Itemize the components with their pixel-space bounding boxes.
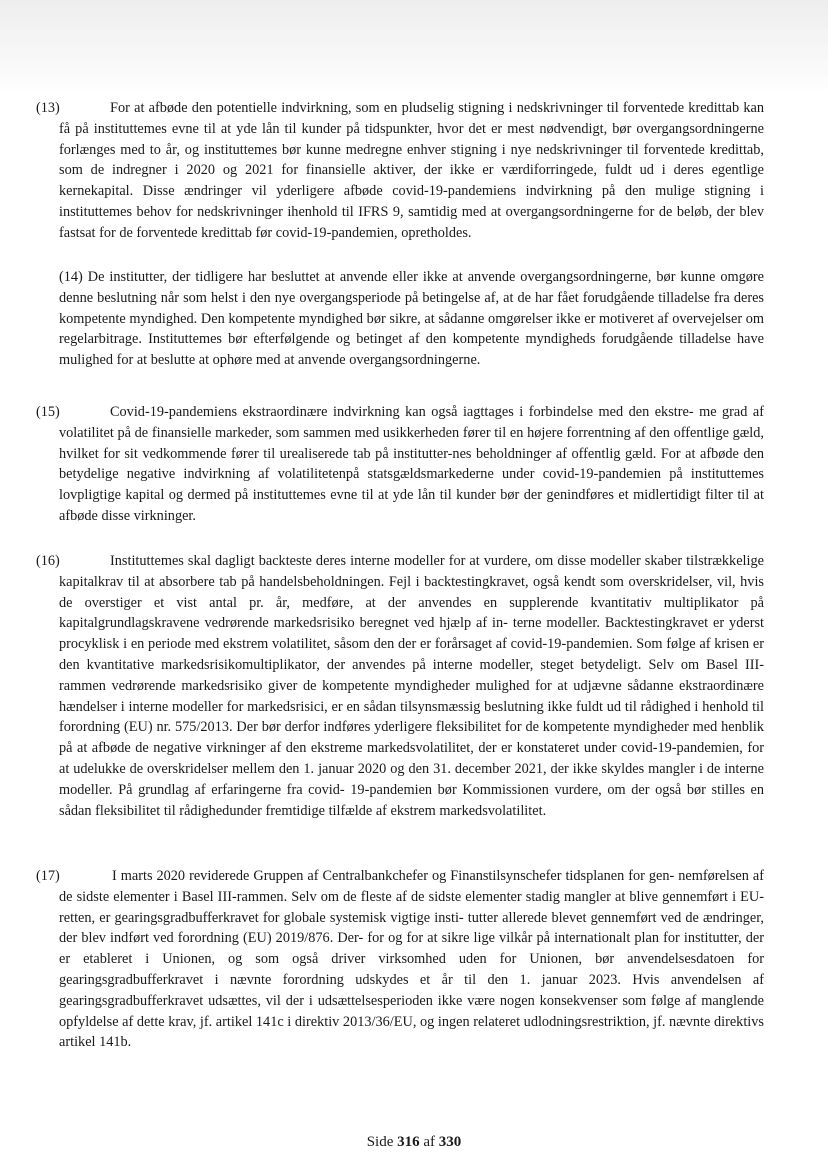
paragraph-number: (16)	[36, 553, 60, 569]
paragraph-number: (17)	[36, 868, 60, 884]
paragraph-14	[59, 267, 764, 371]
paragraph-text: I marts 2020 reviderede Gruppen af Centralbankchefer og Finanstilsynschefer tidsplanen for gen- nemførelsen af de sidste elementer i Basel III-rammen. Selv om de fleste af de sidste elementer stadig mangler at blive gennemført i EU-retten, er gearingsgradbufferkravet for globale systemisk vigtige insti- tutter allerede blevet gennemført ved de ændringer, der blev indført ved forordning (EU) 2019/876. Der- for og for at sikre lige vilkår på internationalt plan for institutter, der er etableret i Unionen, og som også driver virksomhed uden for Unionen, bør anvendelsesdatoen for gearingsgradbufferkravet i nævnte forordning udskydes et år til den 1. januar 2023. Hvis anvendelsen af gearingsgradbufferkravet udsættes, vil der i udsættelsesperioden ikke være nogen konsekvenser som følge af manglende opfyldelse af dette krav, jf. artikel 141c i direktiv 2013/36/EU, og ingen relateret udlodningsrestriktion, jf. nævnte direktivs artikel 141b.	[59, 868, 764, 1051]
total-pages: 330	[438, 1134, 462, 1150]
paragraph-17	[36, 866, 764, 1053]
page-label: Side	[366, 1134, 394, 1150]
paragraph-16	[36, 551, 764, 821]
paragraph-13	[36, 98, 764, 244]
paragraph-15	[36, 402, 764, 527]
paragraph-number: (15)	[36, 404, 60, 420]
page-separator: af	[423, 1134, 436, 1150]
current-page-number: 316	[397, 1134, 420, 1150]
page-footer	[0, 1134, 828, 1151]
paragraph-text: (14) De institutter, der tidligere har besluttet at anvende eller ikke at anvende overgangsordningerne, bør kunne omgøre denne beslutning når som helst i den nye overgangsperiode på betingelse af, at de har fået forudgående tilladelse fra deres kompetente myndighed. Den kompetente myndighed bør sikre, at sådanne omgørelser ikke er motiveret af overvejelser om regelarbitrage. Instituttemes bør efterfølgende og betinget af den kompetente myndigheds forudgående tilladelse have mulighed for at beslutte at ophøre med at anvende overgangsordningerne.	[59, 269, 764, 369]
paragraph-text: Instituttemes skal dagligt backteste deres interne modeller for at vurdere, om disse modeller skaber tilstrækkelige kapitalkrav til at absorbere tab på handelsbeholdningen. Fejl i backtestingkravet, også kendt som overskridelser, vil, hvis de overstiger et vist antal pr. år, medføre, at der anvendes en supplerende kvantitativ multiplikator på kapitalgrundlagskravene vedrørende markedsrisiko beregnet ved hjælp af in- terne modeller. Backtestingkravet er yderst procyklisk i en periode med ekstrem volatilitet, såsom den der er forårsaget af covid-19-pandemien. Som følge af krisen er den kvantitative markedsrisikomultiplikator, der anvendes på interne modeller, steget betydeligt. Selv om Basel III-rammen vedrørende markedsrisiko giver de kompetente myndigheder mulighed for at udjævne sådanne ekstraordinære hændelser i interne modeller for markedsrisici, er en sådan tilsynsmæssig beslutning ikke fuldt ud til rådighed i henhold til forordning (EU) nr. 575/2013. Der bør derfor indføres yderligere fleksibilitet for de kompetente myndigheder med henblik på at afbøde de negative virkninger af den ekstreme markedsvolatilitet, der er konstateret under covid-19-pandemien, for at udelukke de overskridelser mellem den 1. januar 2020 og den 31. december 2021, der ikke skyldes mangler i de interne modeller. På grundlag af erfaringerne fra covid- 19-pandemien bør Kommissionen vurdere, om der også bør stilles en sådan fleksibilitet til rådighedunder fremtidige tilfælde af ekstrem markedsvolatilitet.	[59, 553, 764, 819]
paragraph-number: (13)	[36, 100, 60, 116]
paragraph-text: For at afbøde den potentielle indvirkning, som en pludselig stigning i nedskrivninger til forventede kredittab kan få på instituttemes evne til at yde lån til kunder på tidspunkter, hvor det er mest nødvendigt, bør overgangsordningerne forlænges med to år, og instituttemes bør kunne medregne enhver stigning i nye nedskrivninger til forventede kredittab, som de indregner i 2020 og 2021 for finansielle aktiver, der ikke er værdiforringede, fuldt ud i deres egentlige kernekapital. Disse ændringer vil yderligere afbøde covid-19-pandemiens indvirkning på den mulige stigning i instituttemes behov for nedskrivninger ihenhold til IFRS 9, samtidig med at overgangsordningerne for de beløb, der blev fastsat for de forventede kredittab før covid-19-pandemien, opretholdes.	[59, 100, 764, 241]
paragraph-text: Covid-19-pandemiens ekstraordinære indvirkning kan også iagttages i forbindelse med den ekstre- me grad af volatilitet på de finansielle markeder, som sammen med usikkerheden fører til en højere forrentning af den offentlige gæld, hvilket for sit vedkommende fører til urealiserede tab på institutter-nes beholdninger af offentlig gæld. For at afbøde den betydelige negative indvirkning af volatilitetenpå statsgældsmarkederne under covid-19-pandemien på instituttemes lovpligtige kapital og dermed på instituttemes evne til at yde lån til kunder bør der genindføres et midlertidigt filter til at afbøde disse virkninger.	[59, 404, 764, 524]
